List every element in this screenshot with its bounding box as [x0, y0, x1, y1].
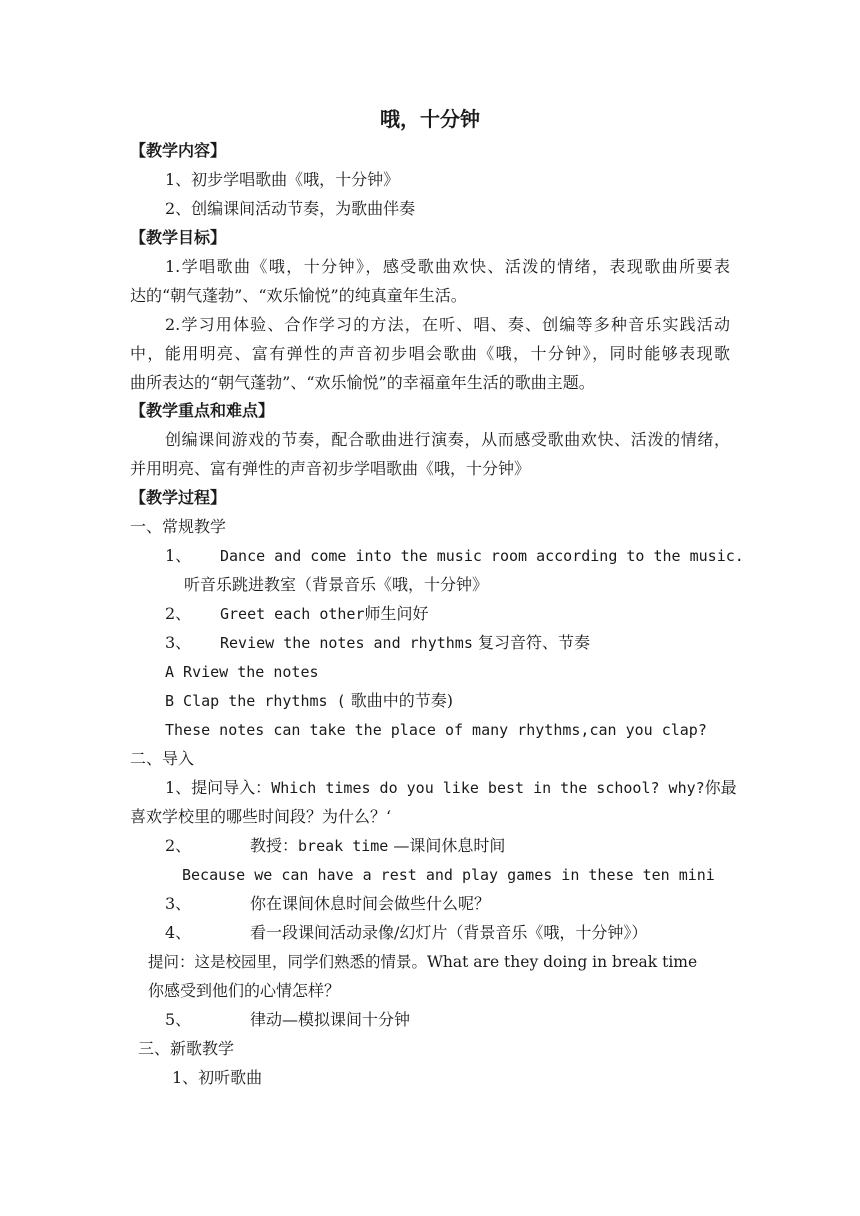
step-2-5-text: 律动—模拟课间十分钟 — [250, 1010, 411, 1029]
key-points-line-1: 创编课间游戏的节奏，配合歌曲进行演奏，从而感受歌曲欢快、活泼的情绪， — [165, 430, 730, 449]
step-2-4-number: 4、 — [165, 923, 192, 942]
step-2-2-label: 教授： — [250, 836, 299, 855]
key-points-line-2: 并用明亮、富有弹性的声音初步学唱歌曲《哦，十分钟》 — [130, 459, 531, 478]
step-1-b-zh: 歌曲中的节奏) — [345, 691, 453, 710]
step-1-2-text — [220, 603, 429, 625]
step-1-2-text-zh: 师生问好 — [364, 604, 429, 623]
step-3-1: 1、初听歌曲 — [172, 1068, 263, 1087]
step-2-5-number: 5、 — [165, 1010, 192, 1029]
content-item-2: 2、创编课间活动节奏，为歌曲伴奏 — [165, 199, 416, 218]
step-1-2-number: 2、 — [165, 604, 192, 623]
part-1-heading: 一、常规教学 — [130, 517, 227, 536]
content-item-1: 1、初步学唱歌曲《哦，十分钟》 — [165, 170, 400, 189]
step-2-2-text — [250, 835, 505, 857]
step-2-2-number: 2、 — [165, 836, 192, 855]
step-2-3-number: 3、 — [165, 894, 192, 913]
step-1-a: A Rview the notes — [165, 663, 319, 681]
part-2-heading: 二、导入 — [130, 749, 195, 768]
step-1-1-number: 1、 — [165, 546, 192, 565]
step-2-1-line-1 — [165, 777, 737, 799]
step-2-4-text: 看一段课间活动录像/幻灯片（背景音乐《哦，十分钟》） — [250, 923, 648, 942]
step-1-b-en: B Clap the rhythms ( — [165, 692, 346, 710]
step-2-1-question-en: Which times do you like best in the school? why? — [271, 779, 705, 797]
step-2-2-explanation: Because we can have a rest and play games in these ten mini — [182, 866, 715, 884]
step-2-1-line-2: 喜欢学校里的哪些时间段？为什么？‘ — [130, 807, 392, 826]
section-heading-content: 【教学内容】 — [130, 141, 227, 160]
document-title: 哦，十分钟 — [380, 107, 480, 131]
step-1-b — [165, 690, 453, 712]
goal-2-line-3: 曲所表达的“朝气蓬勃”、“欢乐愉悦”的幸福童年生活的歌曲主题。 — [130, 373, 595, 392]
section-heading-key-points: 【教学重点和难点】 — [130, 401, 275, 420]
section-heading-process: 【教学过程】 — [130, 488, 227, 507]
goal-2-line-2: 中，能用明亮、富有弹性的声音初步唱会歌曲《哦，十分钟》，同时能够表现歌 — [130, 344, 730, 363]
step-1-3-text-en: Review the notes and rhythms — [220, 634, 473, 652]
step-1-1-text-en: Dance and come into the music room according to the music. — [220, 547, 744, 565]
step-2-4-question-line-1: 提问：这是校园里，同学们熟悉的情景。What are they doing in break time — [148, 953, 698, 971]
step-2-4-question-line-2: 你感受到他们的心情怎样？ — [148, 981, 341, 1000]
step-1-1-text-zh: 听音乐跳进教室（背景音乐《哦，十分钟》 — [184, 575, 489, 594]
step-1-c: These notes can take the place of many rhythms,can you clap? — [165, 721, 707, 739]
section-heading-goals: 【教学目标】 — [130, 228, 227, 247]
step-1-3-text-zh: 复习音符、节奏 — [477, 633, 590, 652]
part-3-heading: 三、新歌教学 — [138, 1039, 235, 1058]
step-2-2-term-zh: —课间休息时间 — [388, 836, 506, 855]
step-2-3-text: 你在课间休息时间会做些什么呢？ — [250, 894, 491, 913]
goal-1-line-2: 达的“朝气蓬勃”、“欢乐愉悦”的纯真童年生活。 — [130, 286, 467, 305]
step-2-2-term-en: break time — [298, 837, 389, 855]
step-1-3-text — [220, 632, 590, 654]
step-1-2-text-en: Greet each other — [220, 605, 365, 623]
step-2-1-suffix: 你最 — [704, 778, 737, 797]
goal-2-line-1: 2.学习用体验、合作学习的方法，在听、唱、奏、创编等多种音乐实践活动 — [165, 315, 730, 334]
step-1-3-number: 3、 — [165, 633, 192, 652]
goal-1-line-1: 1.学唱歌曲《哦，十分钟》，感受歌曲欢快、活泼的情绪，表现歌曲所要表 — [165, 257, 730, 276]
step-2-1-prefix: 1、提问导入： — [165, 778, 272, 797]
